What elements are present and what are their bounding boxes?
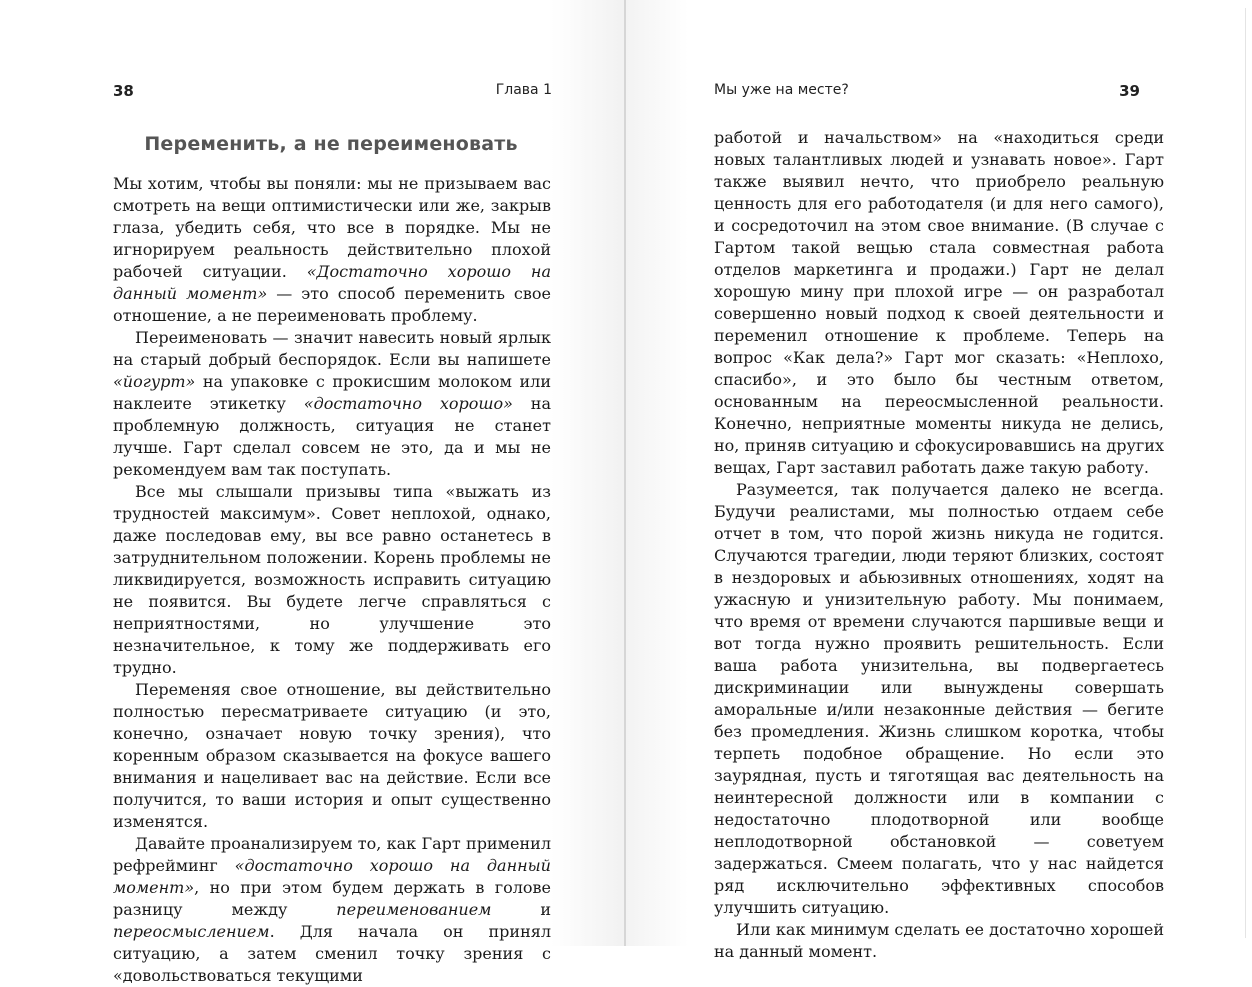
body-text-run: Или как минимум сделать ее достаточно хорошей на данный момент.	[714, 920, 1164, 961]
body-text-run: . Для начала он принял ситуацию, а затем сменил точку зрения с «довольствоваться текущими	[113, 922, 551, 985]
body-text-run: работой и начальством» на «находиться среди новых талантливых людей и узнавать новое». Гарт также выявил нечто, что приобрело реальную ценность для его работодателя (и для него самого), и сосредоточил на этом свое внимание. (В случае с Гартом такой вещью стала совместная работа отделов маркетинга и продажи.) Гарт не делал хорошую мину при плохой игре — он разработал совершенно новый подход к своей деятельности и переменил отношение к проблеме. Теперь на вопрос «Как дела?» Гарт мог сказать: «Неплохо, спасибо», и это было бы честным ответом, основанным на переосмысленной реальности. Конечно, неприятные моменты никуда не делись, но, приняв ситуацию и сфокусировавшись на других вещах, Гарт заставил работать даже такую работу.	[714, 128, 1164, 477]
paragraph	[113, 327, 551, 481]
paragraph	[113, 679, 551, 833]
emphasis-text: «достаточно хорошо»	[303, 394, 513, 413]
page-number-right: 39	[1119, 82, 1140, 100]
body-text-run: Переименовать — значит навесить новый ярлык на старый добрый беспорядок. Если вы напишете	[113, 328, 551, 369]
paragraph	[113, 481, 551, 679]
section-title: Переменить, а не переименовать	[144, 133, 518, 155]
body-text-run: на проблемную должность, ситуация не станет лучше. Гарт сделал совсем не это, да и мы не рекомендуем вам так поступать.	[113, 394, 552, 479]
right-page	[626, 0, 1252, 961]
body-text-run: Разумеется, так получается далеко не всегда. Будучи реалистами, мы полностью отдаем себе отчет в том, что порой жизнь никуда не годится. Случаются трагедии, люди теряют близких, состоят в нездоровых и абьюзивных отношениях, ходят на ужасную и унизительную работу. Мы понимаем, что время от времени случаются паршивые вещи и вот тогда нужно проявить решительность. Если ваша работа унизительна, вы подвергаетесь дискриминации или вынуждены совершать аморальные и/или незаконные действия — бегите без промедления. Жизнь слишком коротка, чтобы терпеть подобное обращение. Но если это заурядная, пусть и тяготящая вас деятельность на неинтересной должности или в компании с недостаточно плодотворной или вообще неплодотворной обстановкой — советуем задержаться. Смеем полагать, что у нас найдется ряд исключительно эффективных способов улучшить ситуацию.	[714, 480, 1164, 917]
paragraph	[113, 173, 551, 327]
right-body-text	[714, 127, 1164, 963]
emphasis-text: «Достаточно хорошо на данный момент»	[113, 262, 551, 303]
emphasis-text: «йогурт»	[113, 372, 196, 391]
body-text-run: Давайте проанализируем то, как Гарт применил рефрейминг	[113, 834, 551, 875]
body-text-run: Все мы слышали призывы типа «выжать из трудностей максимум». Совет неплохой, однако, даже последовав ему, вы все равно останетесь в затруднительном положении. Корень проблемы не ликвидируется, возможность исправить ситуацию не появится. Вы будете легче справляться с неприятностями, но улучшение это незначительное, к тому же поддерживать его трудно.	[113, 482, 551, 677]
page-edge-right	[1245, 8, 1246, 938]
left-body-text	[113, 173, 551, 987]
emphasis-text: «достаточно хорошо на данный момент»	[113, 856, 551, 897]
body-text-run: Переменяя свое отношение, вы действительно полностью пересматриваете ситуацию (и это, конечно, означает новую точку зрения), что коренным образом сказывается на фокусе вашего внимания и нацеливает вас на действие. Если все получится, то ваши история и опыт существенно изменятся.	[113, 680, 551, 831]
paragraph	[714, 479, 1164, 919]
paragraph	[714, 919, 1164, 963]
body-text-run: , но при этом будем держать в голове разницу между	[113, 878, 551, 919]
emphasis-text: переименованием	[336, 900, 492, 919]
body-text-run: Мы хотим, чтобы вы поняли: мы не призываем вас смотреть на вещи оптимистически или же, закрыв глаза, убедить себя, что все в порядке. Мы не игнорируем реальность действительно плохой рабочей ситуации.	[113, 174, 551, 281]
paragraph	[113, 833, 551, 987]
running-head-title: Мы уже на месте?	[714, 82, 849, 98]
left-page	[0, 0, 626, 985]
paragraph	[714, 127, 1164, 479]
running-head-chapter: Глава 1	[495, 82, 552, 98]
page-number-left: 38	[113, 82, 134, 100]
body-text-run: — это способ переменить свое отношение, а не переименовать проблему.	[113, 284, 552, 325]
body-text-run: на упаковке с прокисшим молоком или наклеите этикетку	[113, 372, 551, 413]
emphasis-text: переосмыслением	[113, 922, 270, 941]
body-text-run: и	[491, 900, 552, 919]
